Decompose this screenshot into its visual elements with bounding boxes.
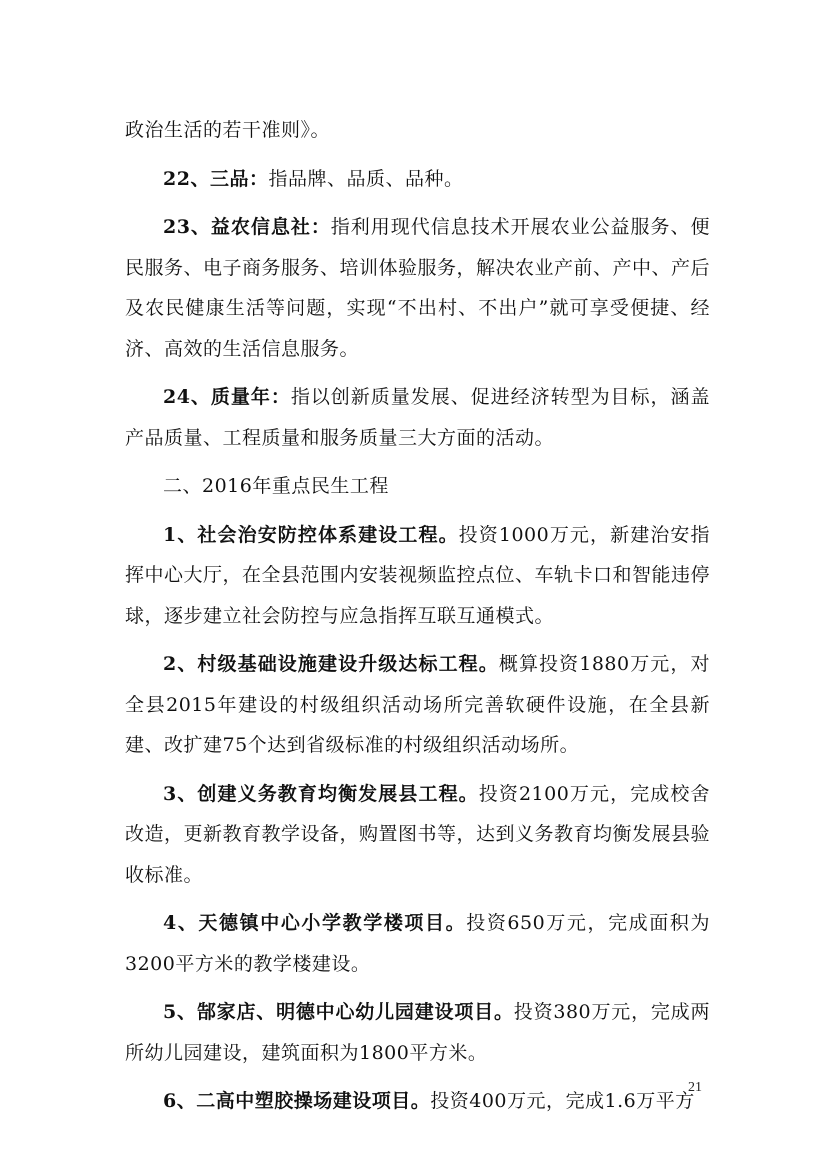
paragraph-9 xyxy=(125,903,710,984)
paragraph-3 xyxy=(125,207,710,369)
paragraph-10 xyxy=(125,992,710,1073)
paragraph-6-term: 1、社会治安防控体系建设工程。 xyxy=(163,523,459,546)
paragraph-3-term: 23、益农信息社： xyxy=(163,216,331,238)
paragraph-2 xyxy=(125,159,710,200)
paragraph-6 xyxy=(125,515,710,637)
section-heading xyxy=(125,466,710,507)
paragraph-11 xyxy=(125,1081,710,1122)
paragraph-6-text: 投资1000万元，新建治安指挥中心大厅，在全县范围内安装视频监控点位、车轨卡口和智能违停球，逐步建立社会防控与应急指挥互联互通模式。 xyxy=(125,523,711,627)
paragraph-2-term: 22、三品： xyxy=(163,167,269,190)
paragraph-7-term: 2、村级基础设施建设升级达标工程。 xyxy=(163,653,499,675)
paragraph-4-term: 24、质量年： xyxy=(163,386,291,408)
paragraph-9-text: 投资650万元，完成面积为3200平方米的教学楼建设。 xyxy=(125,912,710,975)
paragraph-3-text: 指利用现代信息技术开展农业公益服务、便民服务、电子商务服务、培训体验服务，解决农业产前、产中、产后及农民健康生活等问题，实现“不出村、不出户”就可享受便捷、经济、高效的生活信息服务。 xyxy=(125,216,711,360)
paragraph-8 xyxy=(125,774,710,896)
document-body xyxy=(125,110,710,1130)
section-heading-text: 二、2016年重点民生工程 xyxy=(163,475,389,497)
paragraph-10-term: 5、郜家店、明德中心幼儿园建设项目。 xyxy=(163,1001,514,1023)
paragraph-9-term: 4、天德镇中心小学教学楼项目。 xyxy=(163,912,467,934)
paragraph-7-text: 概算投资1880万元，对全县2015年建设的村级组织活动场所完善软硬件设施，在全县新建、改扩建75个达到省级标准的村级组织活动场所。 xyxy=(125,653,710,756)
paragraph-11-text: 投资400万元，完成1.6万平方 xyxy=(430,1090,695,1112)
paragraph-8-term: 3、创建义务教育均衡发展县工程。 xyxy=(163,782,479,805)
paragraph-7 xyxy=(125,644,710,766)
page-number: 21 xyxy=(688,1080,702,1095)
paragraph-2-text: 指品牌、品质、品种。 xyxy=(268,167,464,190)
paragraph-1 xyxy=(125,110,710,151)
paragraph-4-text: 指以创新质量发展、促进经济转型为目标，涵盖产品质量、工程质量和服务质量三大方面的活动。 xyxy=(125,386,710,449)
paragraph-4 xyxy=(125,377,710,458)
paragraph-1-text: 政治生活的若干准则》。 xyxy=(125,119,331,141)
paragraph-11-term: 6、二高中塑胶操场建设项目。 xyxy=(163,1090,431,1112)
paragraph-8-text: 投资2100万元，完成校舍改造，更新教育教学设备，购置图书等，达到义务教育均衡发展县验收标准。 xyxy=(125,782,711,886)
paragraph-10-text: 投资380万元，完成两所幼儿园建设，建筑面积为1800平方米。 xyxy=(125,1001,710,1064)
